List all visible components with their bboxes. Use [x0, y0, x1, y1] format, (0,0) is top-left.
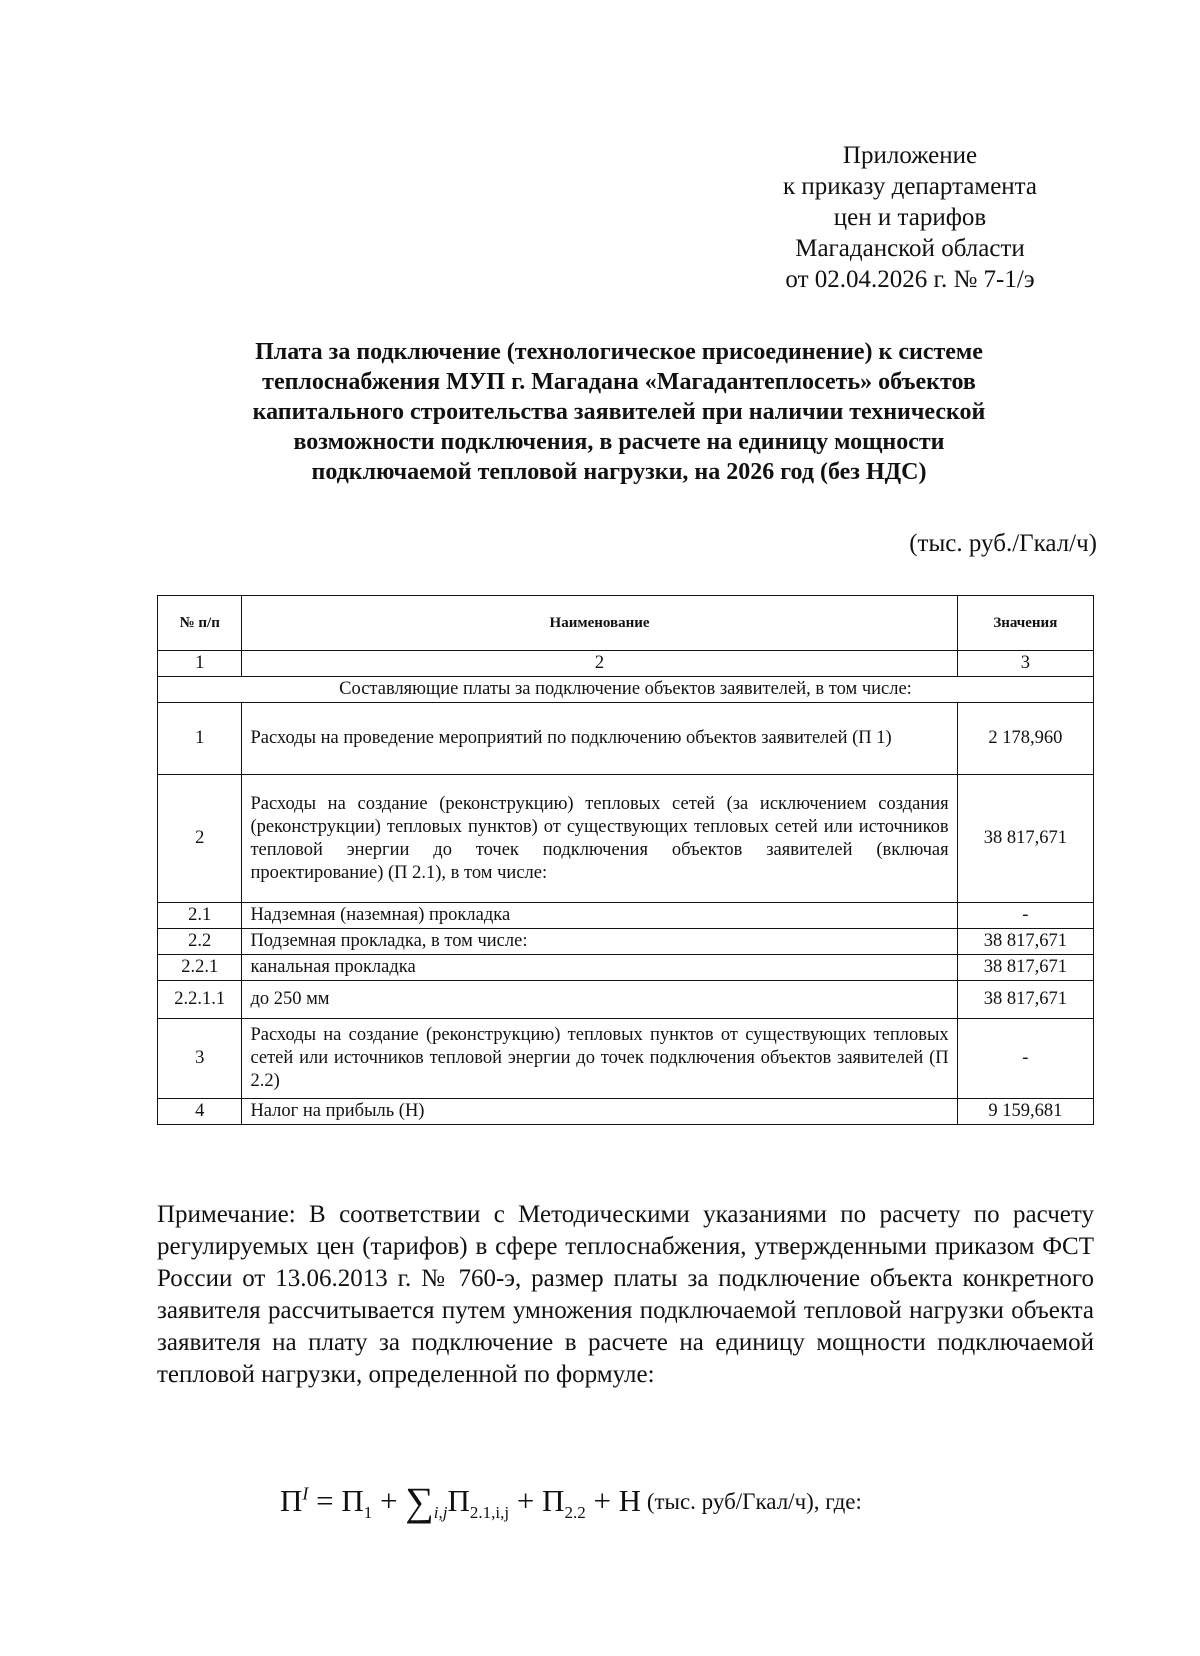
row-name: канальная прокладка [242, 955, 957, 981]
title-line: теплоснабжения МУП г. Магадана «Магадантеплосеть» объектов [262, 369, 976, 395]
formula-p1: П [341, 1483, 364, 1518]
units-label: (тыс. руб./Гкал/ч) [909, 530, 1097, 557]
formula-plus: + [372, 1483, 406, 1518]
title-line: возможности подключения, в расчете на единицу мощности [293, 429, 945, 455]
formula-lhs-sup: I [302, 1483, 309, 1504]
row-name: Налог на прибыль (Н) [242, 1099, 957, 1125]
column-number: 2 [242, 651, 957, 677]
appendix-line: к приказу департамента [782, 173, 1038, 200]
title-line: Плата за подключение (технологическое присоединение) к системе [255, 339, 983, 365]
column-number-row [158, 651, 1094, 677]
note-paragraph: Примечание: В соответствии с Методическими указаниями по расчету по расчету регулируемых цен (тарифов) в сфере теплоснабжения, утвержденными приказом ФСТ России от 13.06.2013 г. № 760-э, размер платы за подключение объекта конкретного заявителя рассчитывается путем умножения подключаемой тепловой нагрузки объекта заявителя на плату за подключение в расчете на единицу мощности подключаемой тепловой нагрузки, определенной по формуле: [157, 1201, 1094, 1388]
formula [280, 1478, 1100, 1525]
row-name: Расходы на проведение мероприятий по подключению объектов заявителей (П 1) [242, 703, 957, 775]
table-row [158, 703, 1094, 775]
formula-plus: + [585, 1483, 619, 1518]
row-number: 2.2.1.1 [158, 981, 242, 1019]
formula-p22: П [542, 1483, 565, 1518]
sum-icon: ∑ [405, 1479, 434, 1524]
row-value: 38 817,671 [957, 929, 1093, 955]
row-value: 38 817,671 [957, 955, 1093, 981]
row-number: 3 [158, 1019, 242, 1099]
row-name: Надземная (наземная) прокладка [242, 903, 957, 929]
row-name: до 250 мм [242, 981, 957, 1019]
row-name: Подземная прокладка, в том числе: [242, 929, 957, 955]
row-value: - [957, 903, 1093, 929]
row-number: 2.1 [158, 903, 242, 929]
section-label: Составляющие платы за подключение объектов заявителей, в том числе: [158, 677, 1094, 703]
row-number: 2.2.1 [158, 955, 242, 981]
table-row [158, 955, 1094, 981]
formula-plus: + [509, 1483, 543, 1518]
row-value: 2 178,960 [957, 703, 1093, 775]
appendix-line: Магаданской области [795, 235, 1025, 262]
formula-h: Н [618, 1483, 642, 1518]
row-number: 2.2 [158, 929, 242, 955]
table-row [158, 775, 1094, 903]
header-value: Значения [957, 596, 1093, 651]
header-name: Наименование [242, 596, 957, 651]
section-row [158, 677, 1094, 703]
table-row [158, 929, 1094, 955]
column-number: 3 [957, 651, 1093, 677]
table-row [158, 1099, 1094, 1125]
document-title [150, 337, 1088, 487]
appendix-line: цен и тарифов [833, 204, 987, 231]
row-number: 2 [158, 775, 242, 903]
formula-sigma-sub: i,j [433, 1503, 448, 1523]
formula-lhs: П [280, 1483, 303, 1518]
column-number: 1 [158, 651, 242, 677]
row-value: 38 817,671 [957, 981, 1093, 1019]
row-value: 9 159,681 [957, 1099, 1093, 1125]
appendix-block [720, 140, 1100, 295]
appendix-line: от 02.04.2026 г. № 7-1/э [785, 266, 1035, 293]
table-row [158, 1019, 1094, 1099]
table-row [158, 903, 1094, 929]
formula-eq: = [308, 1483, 342, 1518]
row-number: 1 [158, 703, 242, 775]
formula-p22-sub: 2.2 [564, 1503, 586, 1523]
row-value: - [957, 1019, 1093, 1099]
appendix-line: Приложение [842, 142, 978, 169]
formula-p1-sub: 1 [363, 1503, 373, 1523]
row-name: Расходы на создание (реконструкцию) тепловых сетей (за исключением создания (реконструкции) тепловых пунктов) от существующих тепловых сетей или источников тепловой энергии до точек подключения объектов заявителей (включая проектирование) (П 2.1), в том числе: [242, 775, 957, 903]
header-number: № п/п [158, 596, 242, 651]
row-name: Расходы на создание (реконструкцию) тепловых пунктов от существующих тепловых сетей или источников тепловой энергии до точек подключения объектов заявителей (П 2.2) [242, 1019, 957, 1099]
row-value: 38 817,671 [957, 775, 1093, 903]
row-number: 4 [158, 1099, 242, 1125]
formula-p21: П [447, 1483, 470, 1518]
fee-table [157, 595, 1094, 1125]
title-line: подключаемой тепловой нагрузки, на 2026 год (без НДС) [311, 459, 927, 485]
table-row [158, 981, 1094, 1019]
table-header-row [158, 596, 1094, 651]
formula-p21-sub: 2.1,i,j [469, 1503, 510, 1523]
formula-suffix: (тыс. руб/Гкал/ч), где: [641, 1489, 862, 1514]
title-line: капитального строительства заявителей при наличии технической [252, 399, 986, 425]
